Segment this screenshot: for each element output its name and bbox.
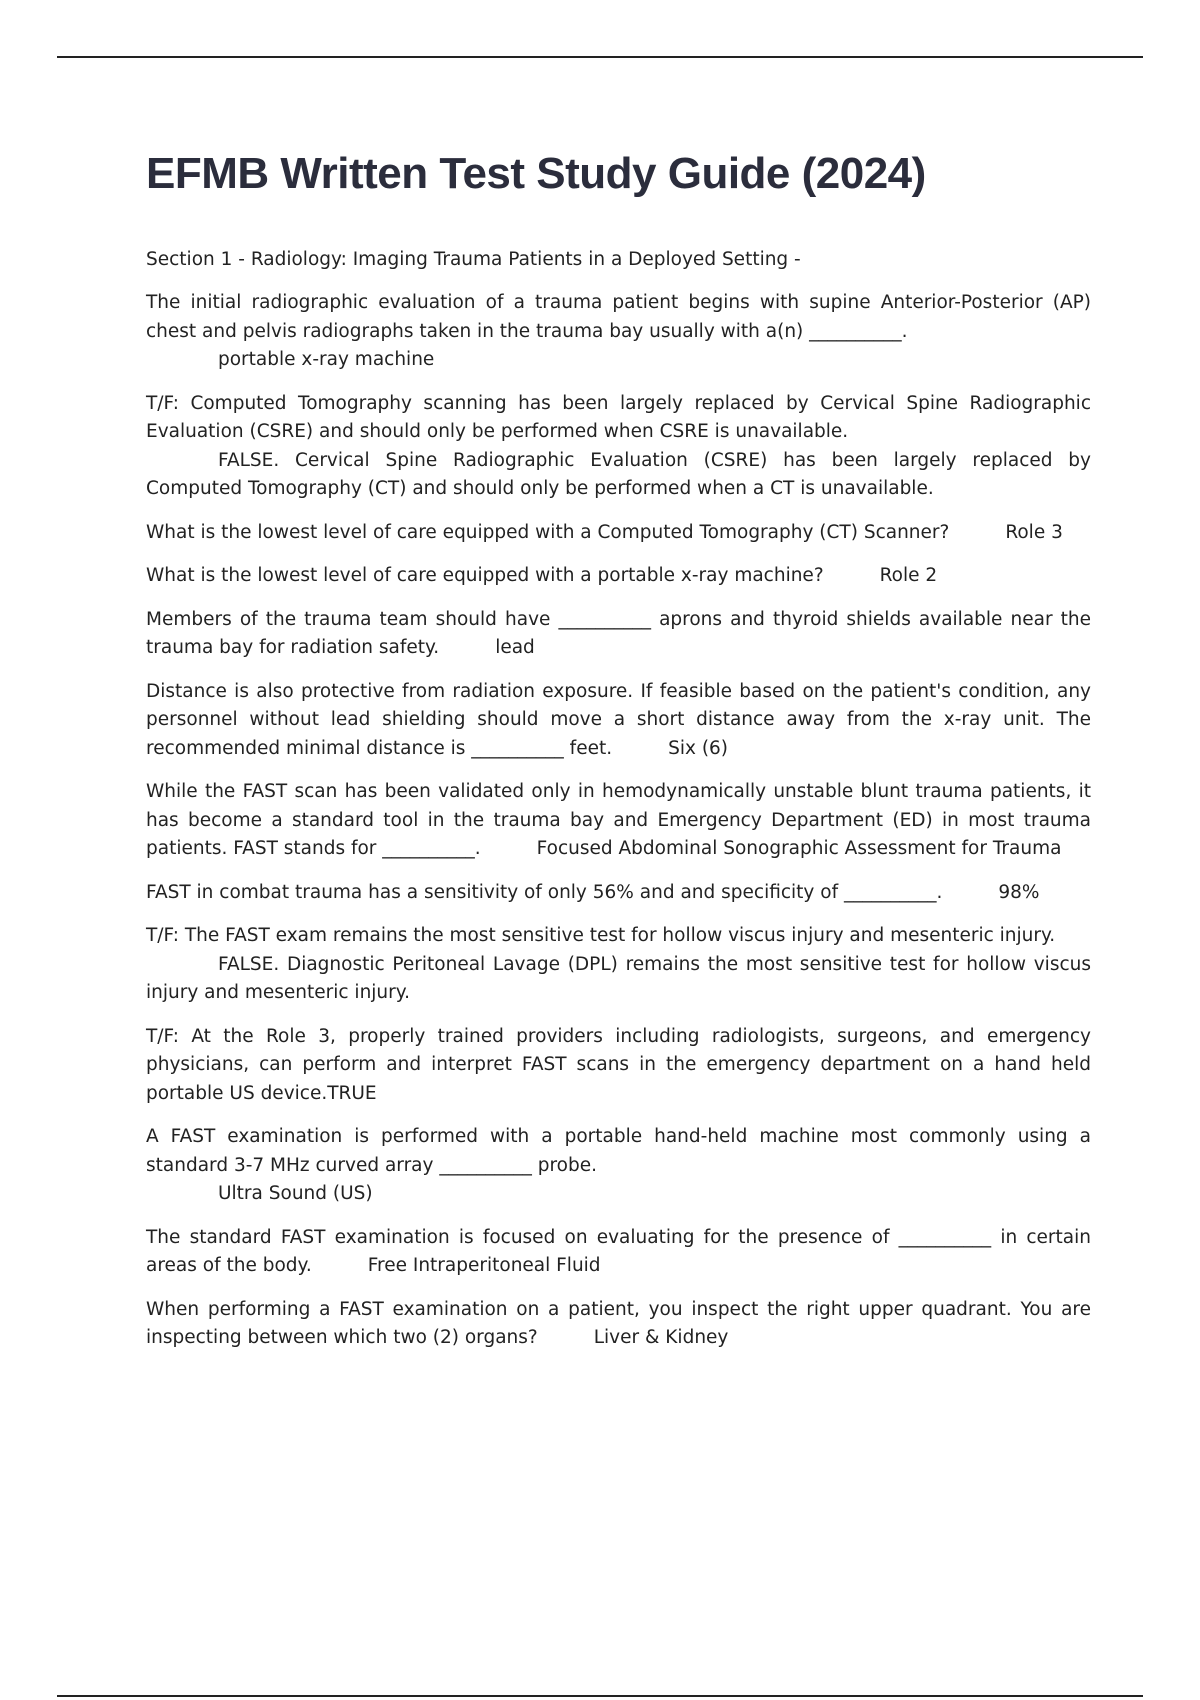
answer-text: Focused Abdominal Sonographic Assessment for Trauma [536,838,1062,859]
answer-text: Liver & Kidney [593,1327,729,1348]
question-text: When performing a FAST examination on a patient, you inspect the right upper quadrant. You are inspecting between which two (2) organs? [146,1298,1091,1348]
qa-item [146,1123,1091,1209]
section-heading: Section 1 - Radiology: Imaging Trauma Patients in a Deployed Setting - [146,249,801,270]
question-text: A FAST examination is performed with a portable hand-held machine most commonly using a standard 3-7 MHz curved array __________ probe. [146,1126,1091,1176]
qa-item [146,519,1091,548]
question-text: What is the lowest level of care equipped with a Computed Tomography (CT) Scanner? [146,521,950,543]
answer-text: Role 2 [879,565,938,586]
question-text: Distance is also protective from radiation exposure. If feasible based on the patient's condition, any personnel without lead shielding should move a short distance away from the x-ray unit. The recommended minimal distance is __________ feet. [146,680,1091,759]
answer-text: Role 3 [1005,521,1063,543]
answer-text: Free Intraperitoneal Fluid [367,1255,601,1276]
answer-text: Six (6) [668,737,729,759]
qa-item [146,1296,1091,1353]
question-text: T/F: Computed Tomography scanning has been largely replaced by Cervical Spine Radiographic Evaluation (CSRE) and should only be performed when CSRE is unavailable. [146,392,1091,442]
question-text: T/F: At the Role 3, properly trained providers including radiologists, surgeons, and emergency physicians, can perform and interpret FAST scans in the emergency department on a hand held portable US device. [146,1025,1091,1104]
qa-item [146,289,1091,375]
question-text: FAST in combat trauma has a sensitivity of only 56% and and specificity of __________. [146,881,943,903]
qa-item [146,879,1091,908]
answer-text: portable x-ray machine [218,349,435,370]
question-text: T/F: The FAST exam remains the most sensitive test for hollow viscus injury and mesenteric injury. [146,925,1056,946]
answer-text: TRUE [327,1082,377,1104]
answer-text: lead [495,637,535,658]
answer-text: 98% [998,881,1040,903]
question-text: The initial radiographic evaluation of a trauma patient begins with supine Anterior-Posterior (AP) chest and pelvis radiographs taken in the trauma bay usually with a(n) __________. [146,292,1091,342]
document-title: EFMB Written Test Study Guide (2024) [146,149,926,198]
qa-item [146,678,1091,764]
question-text: Members of the trauma team should have __________ aprons and thyroid shields available near the trauma bay for radiation safety. [146,608,1091,658]
qa-item [146,922,1091,1008]
answer-text: FALSE. Cervical Spine Radiographic Evaluation (CSRE) has been largely replaced by Computed Tomography (CT) and should only be performed when a CT is unavailable. [146,449,1091,499]
qa-item [146,778,1091,864]
qa-item [146,1224,1091,1281]
answer-text: FALSE. Diagnostic Peritoneal Lavage (DPL) remains the most sensitive test for hollow viscus injury and mesenteric injury. [146,953,1091,1003]
question-text: While the FAST scan has been validated only in hemodynamically unstable blunt trauma patients, it has become a standard tool in the trauma bay and Emergency Department (ED) in most trauma patients. FAST stands for __________. [146,781,1091,859]
bottom-rule [57,1695,1143,1697]
qa-item [146,390,1091,504]
question-text: The standard FAST examination is focused on evaluating for the presence of __________ in certain areas of the body. [146,1226,1091,1276]
question-text: What is the lowest level of care equipped with a portable x-ray machine? [146,565,824,586]
qa-item [146,606,1091,663]
qa-item [146,562,1091,591]
qa-item [146,1023,1091,1109]
answer-text: Ultra Sound (US) [218,1183,373,1204]
document-body [146,144,1091,1368]
top-rule [57,56,1143,58]
